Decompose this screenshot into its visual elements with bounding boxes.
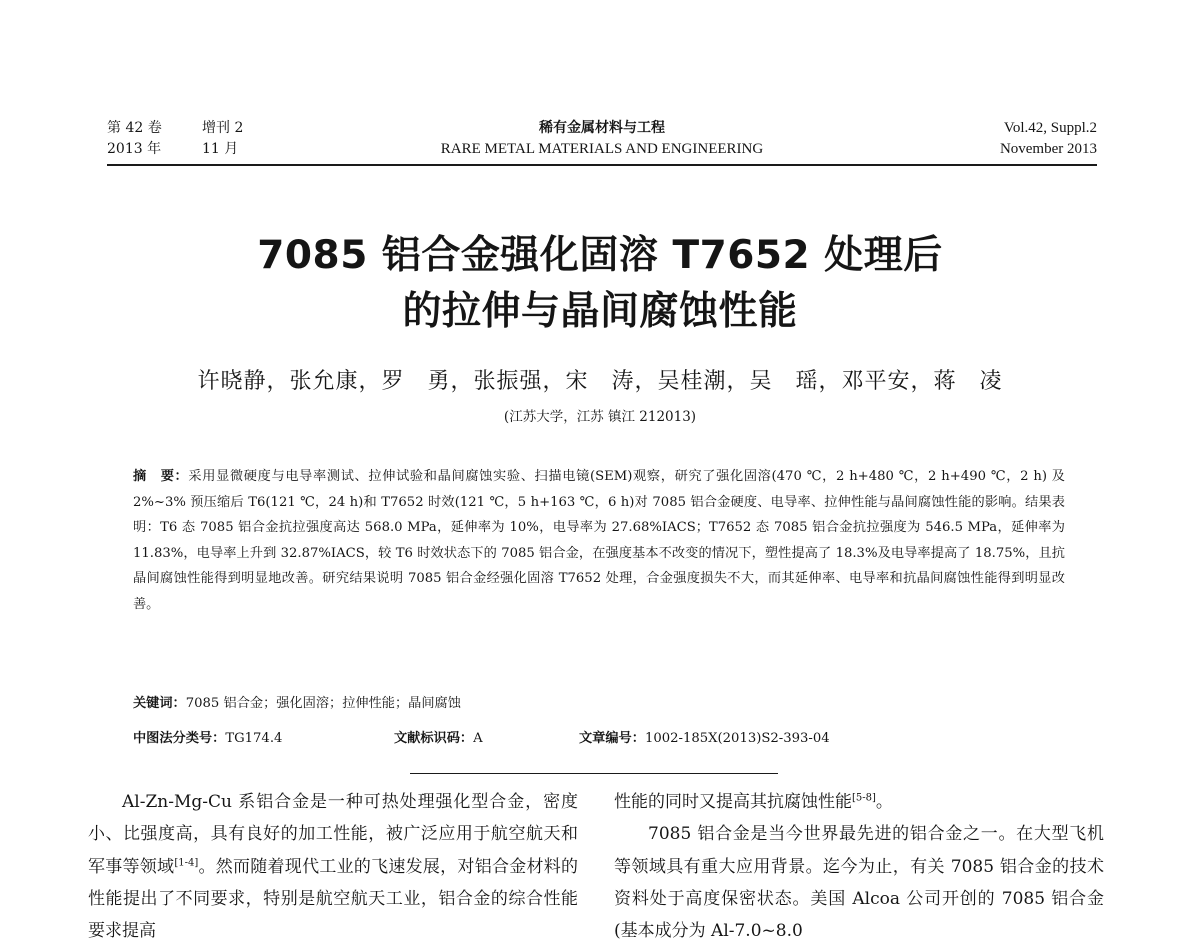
section-divider <box>410 773 778 774</box>
header-month: 11 月 <box>202 141 239 157</box>
document-code <box>394 727 483 746</box>
body-paragraph <box>614 818 1104 947</box>
keywords <box>133 692 461 711</box>
header-volume-en <box>1000 118 1097 160</box>
header-vol-en: Vol.42, Suppl.2 <box>1003 120 1097 136</box>
body-paragraph <box>88 786 578 947</box>
journal-name-cn: 稀有金属材料与工程 <box>539 120 665 136</box>
body-text: 。 <box>875 792 893 812</box>
journal-name-en: RARE METAL MATERIALS AND ENGINEERING <box>440 141 764 157</box>
document-code-value: A <box>473 731 483 746</box>
article-number <box>579 727 830 746</box>
header-date-en: November 2013 <box>999 141 1097 157</box>
body-text: 7085 铝合金是当今世界最先进的铝合金之一。在大型飞机等领域具有重大应用背景。迄今为止，有关 7085 铝合金的技术资料处于高度保密状态。美国 Alcoa 公司开创的 7085 铝合金(基本成分为 Al-7.0~8.0 <box>614 824 1104 942</box>
header-volume: 第 42 卷 <box>107 120 162 136</box>
running-header <box>107 118 1097 166</box>
title-line-1: 7085 铝合金强化固溶 T7652 处理后 <box>257 233 943 278</box>
clc-number <box>133 727 282 746</box>
header-journal <box>107 118 1097 160</box>
header-year: 2013 年 <box>107 141 162 157</box>
clc-value: TG174.4 <box>225 731 283 746</box>
body-column-left <box>88 786 578 947</box>
body-paragraph <box>614 786 1104 818</box>
body-text: 性能的同时又提高其抗腐蚀性能 <box>614 792 852 812</box>
citation: [1-4] <box>174 856 199 868</box>
keywords-text: 7085 铝合金；强化固溶；拉伸性能；晶间腐蚀 <box>185 696 461 711</box>
clc-label: 中图法分类号： <box>133 731 226 746</box>
author-list: 许晓静，张允康，罗 勇，张振强，宋 涛，吴桂潮，吴 瑶，邓平安，蒋 凌 <box>197 369 1003 394</box>
abstract-text: 采用显微硬度与电导率测试、拉伸试验和晶间腐蚀实验、扫描电镜(SEM)观察，研究了强化固溶(470 ℃，2 h+480 ℃，2 h+490 ℃，2 h) 及 2%~3% 预压缩后 T6(121 ℃，24 h)和 T7652 时效(121 ℃，5 h+163 ℃，6 h)对 7085 铝合金硬度、电导率、拉伸性能与晶间腐蚀性能的影响。结果表明：T6 态 7085 铝合金抗拉强度高达 568.0 MPa，延伸率为 10%，电导率为 27.68%IACS；T7652 态 7085 铝合金抗拉强度为 546.5 MPa，延伸率为 11.83%，电导率上升到 32.87%IACS，较 T6 时效状态下的 7085 铝合金，在强度基本不改变的情况下，塑性提高了 18.3%及电导率提高了 18.75%，且抗晶间腐蚀性能得到明显地改善。研究结果说明 7085 铝合金经强化固溶 T7652 处理，合金强度损失不大，而其延伸率、电导率和抗晶间腐蚀性能得到明显改善。 <box>133 469 1065 612</box>
body-column-right <box>614 786 1104 947</box>
article-number-label: 文章编号： <box>579 731 645 746</box>
body-text: 。然而随着现代工业的飞速发展，对铝合金材料的性能提出了不同要求，特别是航空航天工业，铝合金的综合性能要求提高 <box>88 856 579 942</box>
body-text: Al-Zn-Mg-Cu 系铝合金是一种可热处理强化型合金，密度小、比强度高，具有良好的加工性能，被广泛应用于航空航天和军事等领域 <box>88 792 578 877</box>
keywords-label: 关键词： <box>133 696 186 711</box>
paper-title <box>100 228 1100 340</box>
abstract-label: 摘 要： <box>133 469 189 484</box>
header-issue: 增刊 2 <box>202 120 244 136</box>
article-number-value: 1002-185X(2013)S2-393-04 <box>644 731 830 746</box>
document-code-label: 文献标识码： <box>394 731 474 746</box>
citation: [5-8] <box>852 792 876 804</box>
title-line-2: 的拉伸与晶间腐蚀性能 <box>402 289 798 334</box>
affiliation: (江苏大学，江苏 镇江 212013) <box>503 409 697 425</box>
abstract <box>133 464 1065 618</box>
